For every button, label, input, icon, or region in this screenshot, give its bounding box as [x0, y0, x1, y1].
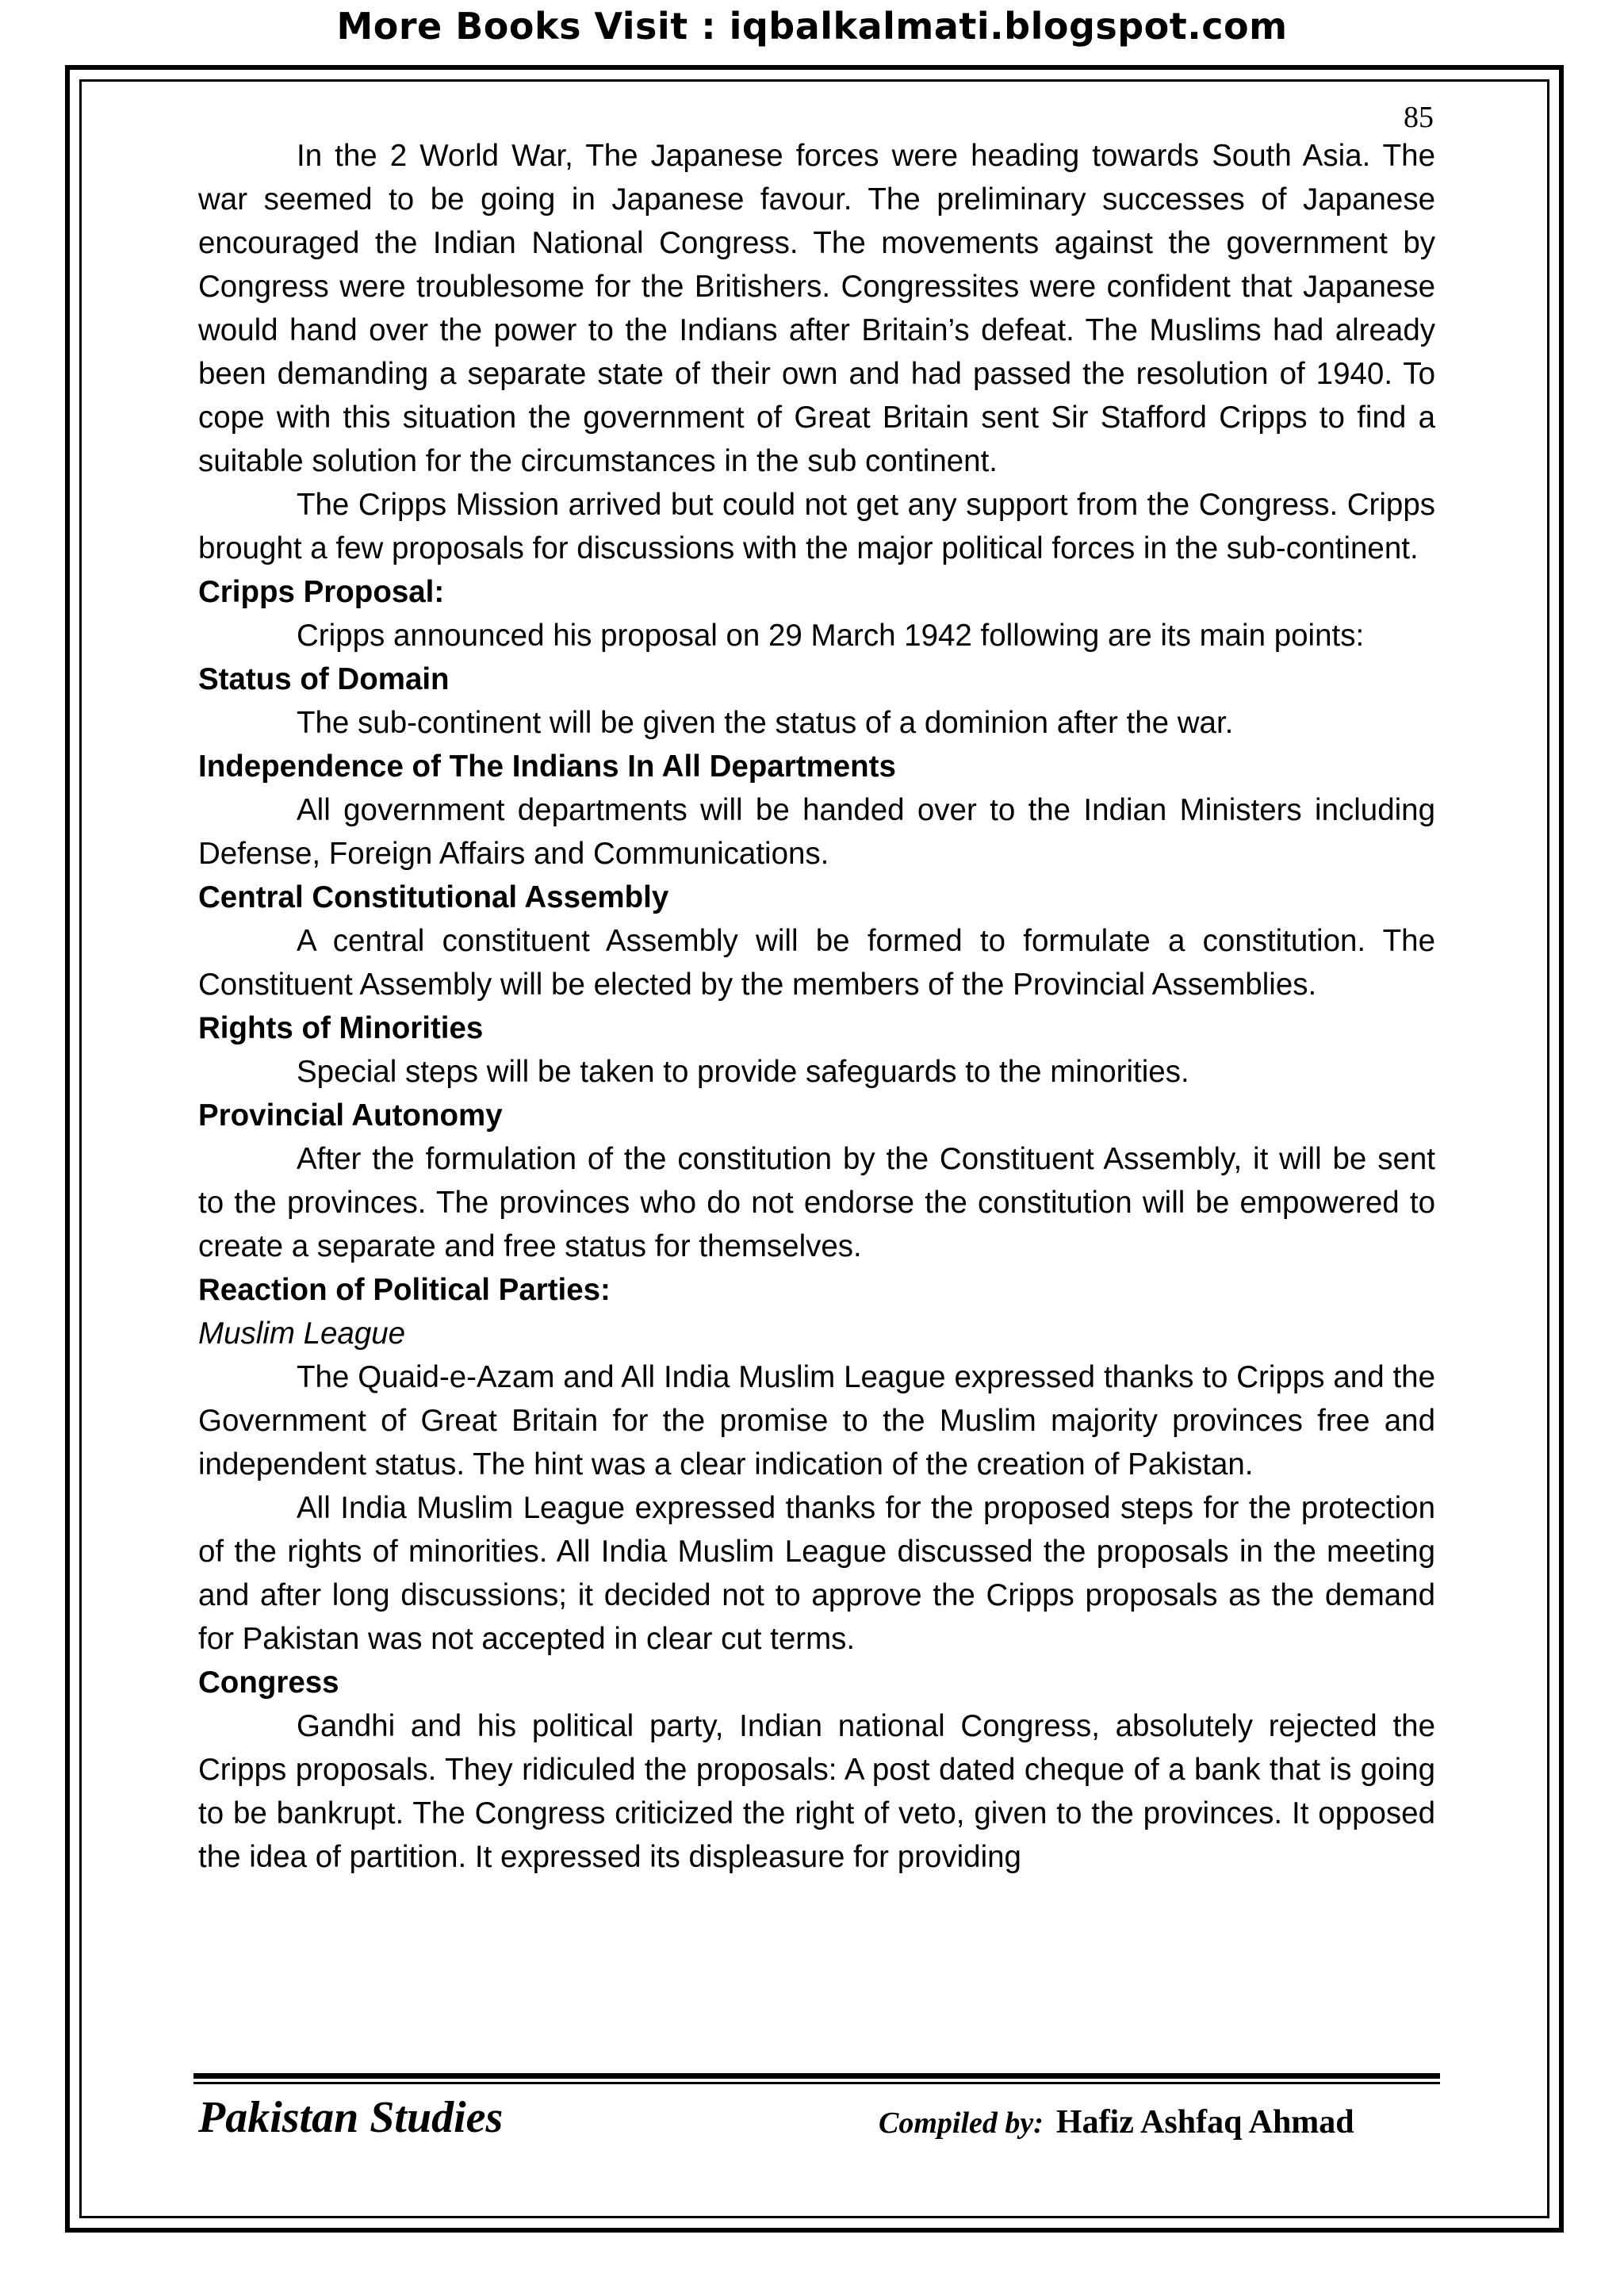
section-heading-rights-of-minorities: Rights of Minorities — [198, 1011, 484, 1045]
footer-rule — [193, 2073, 1440, 2084]
section-heading-reaction: Reaction of Political Parties: — [198, 1273, 611, 1307]
paragraph: All India Muslim League expressed thanks for the proposed steps for the protection of the rights of minorities. All India Muslim League discussed the proposals in the meeting and after long discussions; it decided not to approve the Cripps proposals as the demand for Pakistan was not accepted in clear cut terms. — [198, 1491, 1435, 1656]
footer-book-title: Pakistan Studies — [198, 2093, 504, 2142]
paragraph: Gandhi and his political party, Indian national Congress, absolutely rejected the Cripps proposals. They ridiculed the proposals: A post dated cheque of a bank that is going to be bankrupt. The Congress criticized the right of veto, given to the provinces. It opposed the idea of partition. It expressed its displeasure for providing — [198, 1709, 1435, 1874]
paragraph: After the formulation of the constitution by the Constituent Assembly, it will be sent to the provinces. The provinces who do not endorse the constitution will be empowered to create a separate and free status for themselves. — [198, 1142, 1435, 1263]
subheading-muslim-league: Muslim League — [198, 1317, 406, 1351]
paragraph: In the 2 World War, The Japanese forces were heading towards South Asia. The war seemed to be going in Japanese favour. The preliminary successes of Japanese encouraged the Indian National Congress. The movements against the government by Congress were troublesome for the Britishers. Congressites were confident that Japanese would hand over the power to the Indians after Britain’s defeat. The Muslims had already been demanding a separate state of their own and had passed the resolution of 1940. To cope with this situation the government of Great Britain sent Sir Stafford Cripps to find a suitable solution for the circumstances in the sub continent. — [198, 139, 1435, 478]
paragraph: The sub-continent will be given the status of a dominion after the war. — [297, 706, 1234, 740]
compiled-by-label: Compiled by: — [879, 2106, 1044, 2140]
footer-credit — [879, 2103, 1354, 2141]
section-heading-central-assembly: Central Constitutional Assembly — [198, 880, 669, 914]
website-banner: More Books Visit : iqbalkalmati.blogspot.com — [336, 5, 1288, 48]
section-heading-provincial-autonomy: Provincial Autonomy — [198, 1098, 503, 1133]
paragraph: The Cripps Mission arrived but could not get any support from the Congress. Cripps brought a few proposals for discussions with the major political forces in the sub-continent. — [198, 488, 1435, 565]
paragraph: Cripps announced his proposal on 29 March 1942 following are its main points: — [297, 619, 1365, 653]
section-heading-status-of-domain: Status of Domain — [198, 662, 450, 696]
page-number: 85 — [1404, 101, 1434, 134]
paragraph: A central constituent Assembly will be formed to formulate a constitution. The Constituent Assembly will be elected by the members of the Provincial Assemblies. — [198, 924, 1435, 1002]
author-name: Hafiz Ashfaq Ahmad — [1055, 2104, 1354, 2141]
page-body — [198, 134, 1435, 1879]
section-heading-congress: Congress — [198, 1665, 339, 1700]
paragraph: Special steps will be taken to provide safeguards to the minorities. — [297, 1055, 1189, 1089]
paragraph: All government departments will be handed over to the Indian Ministers including Defense, Foreign Affairs and Communications. — [198, 793, 1435, 871]
section-heading-cripps-proposal: Cripps Proposal: — [198, 575, 445, 609]
paragraph: The Quaid-e-Azam and All India Muslim League expressed thanks to Cripps and the Government of Great Britain for the promise to the Muslim majority provinces free and independent status. The hint was a clear indication of the creation of Pakistan. — [198, 1360, 1435, 1481]
section-heading-independence: Independence of The Indians In All Departments — [198, 749, 896, 784]
